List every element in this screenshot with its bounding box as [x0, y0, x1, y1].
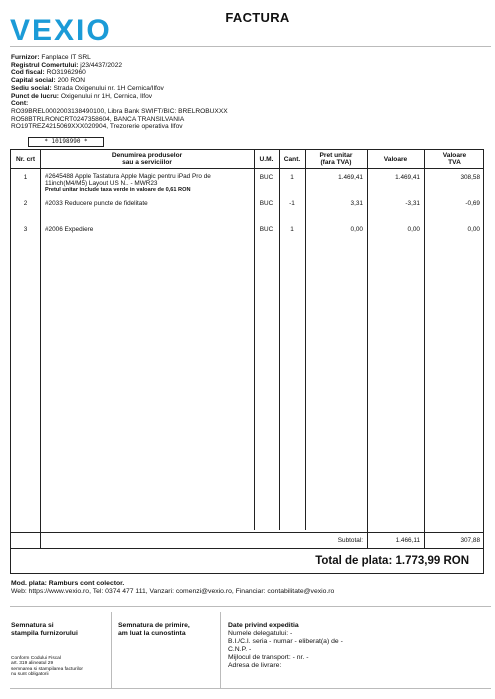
supplier-line: Punct de lucru: Oxigenului nr 1H, Cernica, Ilfov [11, 92, 153, 100]
divider [10, 46, 491, 47]
row-price: 3,31 [350, 200, 363, 207]
row-price: 0,00 [350, 226, 363, 233]
receiver-signature: Semnatura de primire, am luat la cunostinta [118, 622, 190, 637]
row-vat: -0,69 [465, 200, 480, 207]
items-table [10, 149, 484, 549]
document-title: FACTURA [225, 10, 290, 25]
row-qty: 1 [290, 174, 294, 181]
column-divider [424, 150, 425, 548]
supplier-line: Sediu social: Strada Oxigenului nr. 1H Cernica/Ilfov [11, 84, 164, 92]
header-value: Valoare [383, 156, 408, 163]
payment-mode: Mod. plata: Ramburs cont colector. [11, 580, 125, 587]
legal-note: Conform Codului Fiscal art. 319 alineatul 29 semnarea si stampilarea facturilor nu sunt obligatorii [11, 656, 83, 678]
row-vat: 308,58 [460, 174, 480, 181]
column-divider [367, 150, 368, 548]
total-due: Total de plata: 1.773,99 RON [10, 549, 484, 574]
shipping-info: Date privind expeditia Numele delegatului: - B.I./C.I. seria - numar - eliberat(a) de - C.N.P. - Mijlocul de transport: - nr. - Adresa de livrare: [228, 622, 343, 669]
header-rule [11, 168, 483, 169]
row-product: #2645488 Apple Tastatura Apple Magic pentru iPad Pro de 11inch(M4/M5) Layout US N.. - MWR23 Pretul unitar include taxa verde in valoare de 0,61 RON [45, 173, 211, 193]
bank-account: RO39BREL0002003138490100, Libra Bank SWIFT/BIC: BRELROBUXXX [11, 107, 228, 115]
contact-line: Web: https://www.vexio.ro, Tel: 0374 477 111, Vanzari: comenzi@vexio.ro, Financiar: contabilitate@vexio.ro [11, 588, 335, 595]
supplier-info [11, 54, 228, 131]
row-qty: 1 [290, 226, 294, 233]
supplier-line: Registrul Comertului: j23/4437/2022 [11, 61, 123, 69]
row-nr: 1 [23, 174, 28, 181]
supplier-line: Furnizor: Fanplace IT SRL [11, 54, 91, 61]
header-nr: Nr. crt [15, 156, 36, 163]
row-um: BUC [259, 174, 274, 181]
column-divider [279, 150, 280, 530]
subtotal-value: 1.466,11 [395, 537, 420, 544]
divider [10, 606, 491, 607]
column-divider [40, 150, 41, 548]
payment-info [11, 580, 334, 596]
row-value: -3,31 [405, 200, 420, 207]
bank-account: RO19TREZ4215069XXX020904, Trezorerie operativa Ilfov [11, 123, 183, 131]
divider [10, 688, 491, 689]
subtotal-vat: 307,88 [460, 537, 480, 544]
barcode: * 10198990 * [28, 137, 104, 147]
row-product: #2006 Expediere [45, 226, 94, 233]
subtotal-label: Subtotal: [337, 537, 363, 544]
supplier-signature: Semnatura si stampila furnizorului [11, 622, 78, 637]
row-um: BUC [259, 226, 274, 233]
bank-account: RO58BTRLRONCRT0247358604, BANCA TRANSILVANIA [11, 115, 185, 123]
footer-rule [11, 532, 483, 533]
header-price: Pret unitar (fara TVA) [319, 152, 353, 167]
logo-text: VEXIO [10, 14, 112, 44]
row-um: BUC [259, 200, 274, 207]
row-product: #2033 Reducere puncte de fidelitate [45, 200, 148, 207]
row-vat: 0,00 [467, 226, 480, 233]
column-divider [305, 150, 306, 530]
row-nr: 3 [23, 226, 28, 233]
section-divider [111, 612, 112, 688]
row-value: 1.469,41 [395, 174, 420, 181]
row-price: 1.469,41 [338, 174, 363, 181]
row-qty: -1 [289, 200, 295, 207]
supplier-line: Capital social: 200 RON [11, 77, 86, 85]
column-divider [254, 150, 255, 530]
section-divider [220, 612, 221, 688]
row-value: 0,00 [407, 226, 420, 233]
header-um: U.M. [259, 156, 274, 163]
supplier-line: Cod fiscal: RO31962960 [11, 69, 86, 77]
header-qty: Cant. [283, 156, 301, 163]
row-nr: 2 [23, 200, 28, 207]
header-name: Denumirea produselor sau a serviciilor [111, 152, 183, 167]
supplier-line: Cont: [11, 100, 29, 108]
header-vat: Valoare TVA [442, 152, 467, 167]
